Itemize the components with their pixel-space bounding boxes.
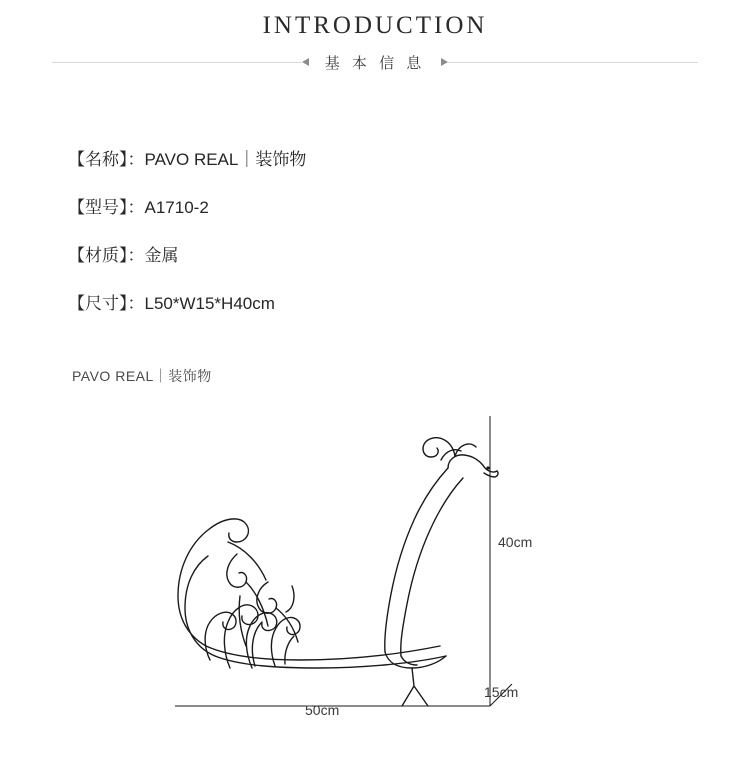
arrow-right-icon bbox=[441, 58, 448, 66]
spec-value-size: L50*W15*H40cm bbox=[144, 294, 275, 313]
dimension-label-width: 50cm bbox=[305, 702, 340, 718]
spec-label-material: 【材质】： bbox=[68, 246, 145, 265]
spec-label-model: 【型号】： bbox=[68, 198, 145, 217]
product-caption: PAVO REAL｜装饰物 bbox=[72, 368, 212, 384]
peacock-figure bbox=[178, 438, 498, 706]
spec-row-size bbox=[68, 280, 750, 328]
divider-line-left bbox=[52, 62, 302, 63]
specification-list bbox=[0, 136, 750, 328]
subtitle-divider-row bbox=[0, 50, 750, 74]
page-subtitle: 基 本 信 息 bbox=[324, 54, 426, 72]
peacock-illustration bbox=[0, 416, 750, 726]
spec-row-material bbox=[68, 232, 750, 280]
spec-label-name: 【名称】： bbox=[68, 150, 145, 169]
spec-row-name bbox=[68, 136, 750, 184]
divider-line-right bbox=[448, 62, 698, 63]
dimension-lines bbox=[175, 416, 512, 706]
dimension-label-depth: 15cm bbox=[484, 684, 519, 700]
page-header bbox=[0, 0, 750, 74]
arrow-left-icon bbox=[302, 58, 309, 66]
spec-label-size: 【尺寸】： bbox=[68, 294, 145, 313]
spec-value-name: PAVO REAL｜装饰物 bbox=[144, 150, 307, 169]
page-title: INTRODUCTION bbox=[262, 12, 488, 39]
dimension-label-height: 40cm bbox=[498, 534, 533, 550]
spec-value-model: A1710-2 bbox=[144, 198, 209, 217]
product-line-drawing bbox=[0, 416, 750, 716]
spec-value-material: 金属 bbox=[144, 246, 179, 265]
spec-row-model bbox=[68, 184, 750, 232]
